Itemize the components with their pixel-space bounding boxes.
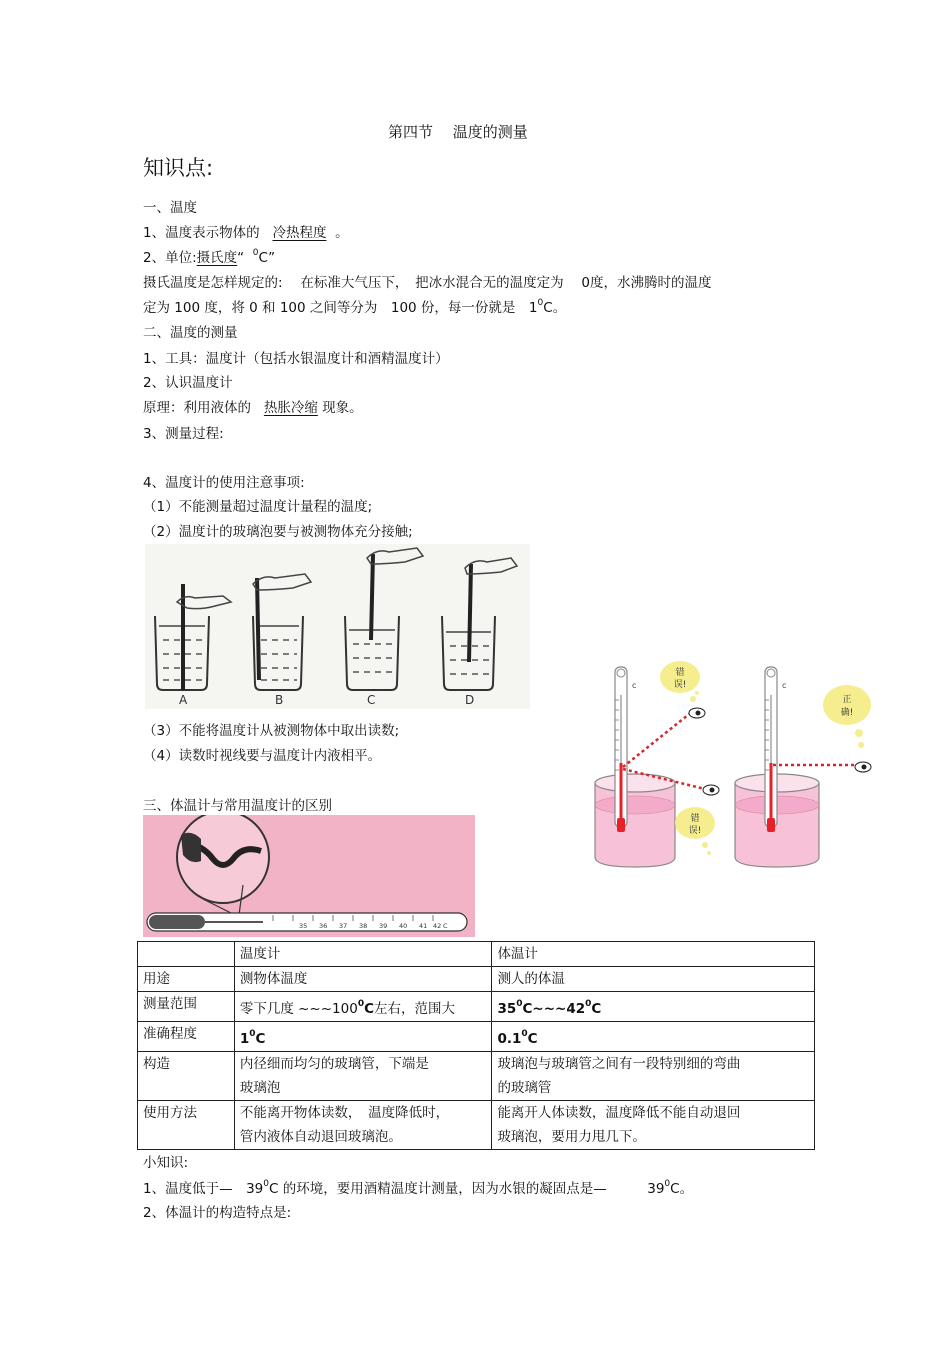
tips-title: 小知识:	[143, 1155, 189, 1171]
table-cell: 不能离开物体读数， 温度降低时， 管内液体自动退回玻璃泡。	[234, 1101, 492, 1150]
tips-line2: 2、体温计的构造特点是:	[143, 1205, 292, 1221]
svg-text:确!: 确!	[840, 708, 854, 718]
table-cell: 零下几度 $\sim\sim\sim 100^0C$左右，范围大	[234, 992, 492, 1022]
table-cell: 准确程度	[138, 1022, 235, 1052]
s2-line4: 3、测量过程:	[143, 426, 224, 442]
table-cell: 构造	[138, 1052, 235, 1101]
note-3: （3）不能将温度计从被测物体中取出读数;	[143, 723, 400, 739]
svg-text:38: 38	[359, 922, 368, 930]
table-row	[138, 1101, 815, 1150]
s2-title: 二、温度的测量	[143, 325, 238, 341]
s2-line1: 1、工具：温度计（包括水银温度计和酒精温度计）	[143, 351, 449, 367]
table-header-row	[138, 942, 815, 967]
table-cell: 玻璃泡与玻璃管之间有一段特别细的弯曲 的玻璃管	[492, 1052, 815, 1101]
reading-figure	[585, 655, 885, 875]
s2-line2: 2、认识温度计	[143, 375, 233, 391]
svg-text:错: 错	[675, 668, 685, 678]
s3-title: 三、体温计与常用温度计的区别	[143, 798, 332, 814]
table-cell: 测人的体温	[492, 967, 815, 992]
svg-text:正: 正	[842, 695, 852, 705]
svg-text:错: 错	[690, 814, 700, 824]
table-cell: $1^0C$	[234, 1022, 492, 1052]
table-cell: 使用方法	[138, 1101, 235, 1150]
svg-text:35: 35	[299, 922, 308, 930]
label-a: A	[179, 693, 188, 707]
page-title: 第四节 温度的测量	[388, 123, 528, 141]
s1-line2: 2、单位:摄氏度“ $^0$C”	[143, 248, 276, 266]
eye-icon	[689, 708, 705, 718]
note-1: （1）不能测量超过温度计量程的温度;	[143, 499, 373, 515]
s1-line1: 1、温度表示物体的 冷热程度 。	[143, 225, 349, 241]
table-cell: $0.1^0C$	[492, 1022, 815, 1052]
table-cell: 用途	[138, 967, 235, 992]
svg-text:C: C	[443, 922, 448, 930]
table-row	[138, 992, 815, 1022]
svg-text:误!: 误!	[673, 680, 687, 690]
svg-text:c: c	[632, 681, 637, 690]
svg-text:36: 36	[319, 922, 328, 930]
beaker-figure	[145, 544, 530, 709]
eye-icon	[703, 785, 719, 795]
eye-icon	[855, 762, 871, 772]
label-b: B	[275, 693, 284, 707]
table-cell: 内径细而均匀的玻璃管，下端是 玻璃泡	[234, 1052, 492, 1101]
svg-text:误!: 误!	[688, 826, 702, 836]
svg-text:41: 41	[419, 922, 428, 930]
svg-text:40: 40	[399, 922, 408, 930]
table-cell: 体温计	[492, 942, 815, 967]
tips-line1: 1、温度低于— $39^0C$ 的环境，要用酒精温度计测量，因为水银的凝固点是— $39^0C$。	[143, 1179, 694, 1197]
table-row	[138, 967, 815, 992]
section-heading: 知识点:	[143, 156, 214, 180]
answer-underline: 热胀冷缩	[263, 400, 318, 416]
table-cell: 测量范围	[138, 992, 235, 1022]
table-cell: 温度计	[234, 942, 492, 967]
svg-text:39: 39	[379, 922, 388, 930]
table-row	[138, 1052, 815, 1101]
note-4: （4）读数时视线要与温度计内液相平。	[143, 748, 382, 764]
label-d: D	[465, 693, 475, 707]
s1-line3: 摄氏温度是怎样规定的: 在标准大气压下， 把冰水混合无的温度定为 0度，水沸腾时的温度	[143, 275, 712, 291]
s1-title: 一、温度	[143, 200, 197, 216]
s2-line5: 4、温度计的使用注意事项:	[143, 475, 305, 491]
table-cell: $35^0C\sim\sim\sim 42^0C$	[492, 992, 815, 1022]
svg-text:c: c	[782, 681, 787, 690]
clinical-thermometer-figure	[143, 815, 475, 937]
svg-text:42: 42	[433, 922, 442, 930]
answer-underline: 冷热程度	[272, 225, 327, 241]
comparison-table	[137, 941, 815, 1150]
svg-text:37: 37	[339, 922, 348, 930]
label-c: C	[367, 693, 376, 707]
s2-line3: 原理：利用液体的 热胀冷缩 现象。	[143, 400, 363, 416]
table-cell: 能离开人体读数，温度降低不能自动退回 玻璃泡，要用力甩几下。	[492, 1101, 815, 1150]
table-row	[138, 1022, 815, 1052]
answer-underline: 摄氏度	[196, 250, 238, 266]
table-cell: 测物体温度	[234, 967, 492, 992]
table-cell	[138, 942, 235, 967]
s1-line4: 定为 100 度，将 0 和 100 之间等分为 100 份，每一份就是 $1^0C$。	[143, 298, 567, 316]
note-2: （2）温度计的玻璃泡要与被测物体充分接触;	[143, 524, 413, 540]
